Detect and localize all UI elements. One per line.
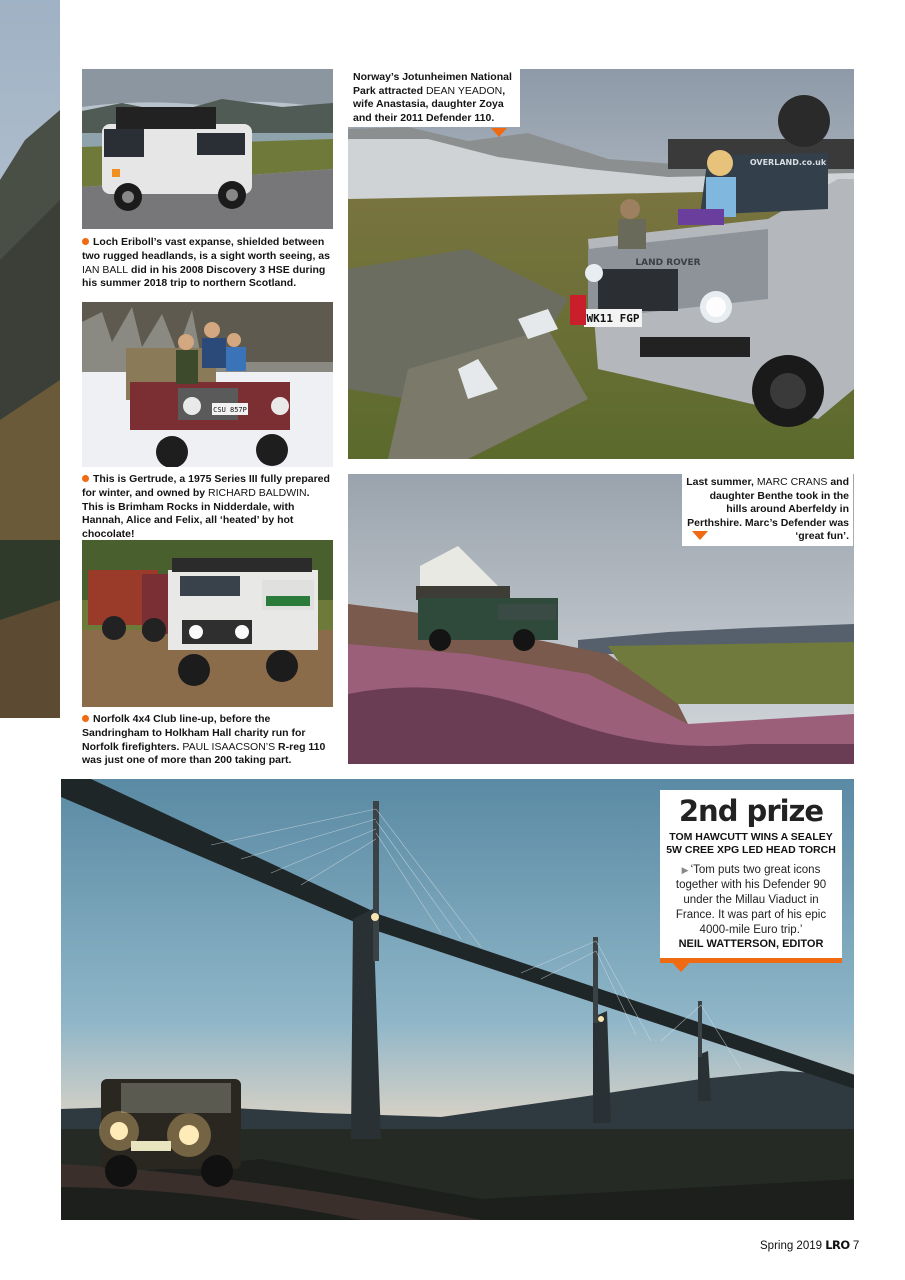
photographer-name: IAN BALL: [82, 263, 129, 276]
bullet-icon: [82, 238, 89, 245]
quote-arrow-icon: ▶: [681, 865, 689, 875]
prize-pointer-icon: [668, 958, 694, 972]
caption-norway: Norway’s Jotunheimen National Park attracted DEAN YEADON, wife Anastasia, daughter Zoya and their 2011 Defender 110.: [348, 69, 520, 127]
photographer-name: RICHARD BALDWIN: [208, 486, 307, 499]
photo-loch-eriboll-discovery: [82, 69, 333, 229]
prize-author: NEIL WATTERSON, EDITOR: [678, 938, 824, 950]
grille-badge-text: LAND ROVER: [635, 258, 701, 268]
folio-page-number: 7: [852, 1240, 860, 1252]
prize-box: [660, 790, 842, 963]
photographer-name: DEAN YEADON: [425, 84, 503, 97]
caption-loch-eriboll: Loch Eriboll’s vast expanse, shielded between two rugged headlands, is a sight worth seeing, as IAN BALL did in his 2008 Discovery 3 HSE during his summer 2018 trip to northern Scotland.: [82, 236, 330, 290]
photographer-name: PAUL ISAACSON’S: [182, 740, 276, 753]
bullet-icon: [82, 715, 89, 722]
norway-plate-text: WK11 FGP: [586, 312, 640, 325]
caption-perthshire: Last summer, MARC CRANS and daughter Benthe took in the hills around Aberfeldy in Perthshire. Marc’s Defender was ‘great fun’.: [682, 474, 853, 546]
gertrude-plate-text: CSU 857P: [213, 406, 247, 414]
photographer-name: MARC CRANS: [756, 476, 828, 488]
folio-season: Spring 2019: [760, 1240, 823, 1252]
folio-brand: LRO: [825, 1238, 850, 1252]
prize-subtitle: TOM HAWCUTT WINS A SEALEY 5W CREE XPG LED HEAD TORCH: [666, 831, 836, 856]
prize-quote: ▶ ‘Tom puts two great icons together with his Defender 90 under the Millau Viaduct in France. It was part of his epic 4000-mile Euro trip.’: [675, 864, 827, 936]
previous-page-photo-strip: [0, 0, 60, 718]
page-folio: [760, 1238, 859, 1252]
caption-gertrude: This is Gertrude, a 1975 Series III fully prepared for winter, and owned by RICHARD BALDWIN. This is Brimham Rocks in Nidderdale, with Hannah, Alice and Felix, all ‘heated’ by hot chocolate!: [82, 473, 330, 541]
bullet-icon: [82, 475, 89, 482]
caption-norfolk: Norfolk 4x4 Club line-up, before the Sandringham to Holkham Hall charity run for Norfolk firefighters. PAUL ISAACSON’S R-reg 110 was just one of more than 200 taking part.: [82, 713, 326, 767]
photo-gertrude-series-iii: [82, 302, 333, 467]
callout-pointer-icon: [491, 128, 507, 137]
prize-title: 2nd prize: [678, 794, 824, 828]
photo-norway-jotunheimen-defender: [348, 69, 854, 459]
photo-norfolk-4x4-club: [82, 540, 333, 707]
roof-sign-text: OVERLAND.co.uk: [749, 158, 827, 167]
callout-pointer-icon: [692, 531, 708, 540]
